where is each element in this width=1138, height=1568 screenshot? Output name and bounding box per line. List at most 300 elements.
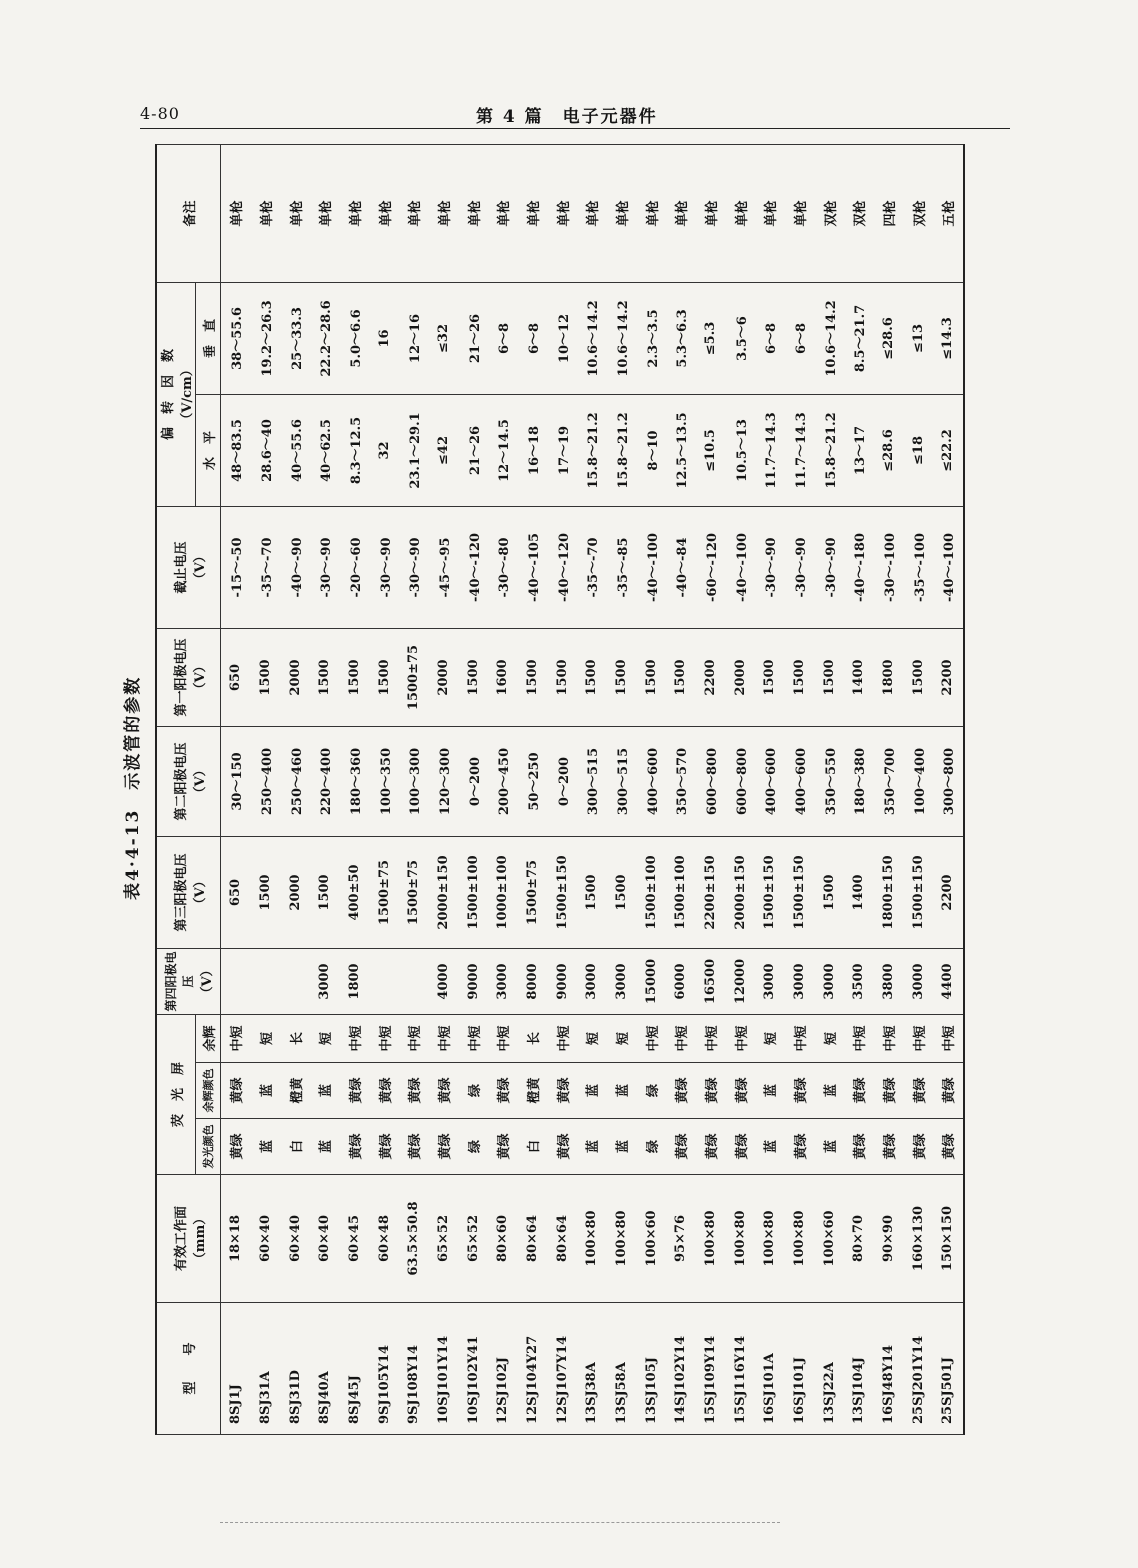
cell-after-color: 黄绿: [903, 1063, 933, 1119]
cell-screen: 100×80: [725, 1175, 755, 1303]
cell-screen: 100×60: [636, 1175, 666, 1303]
cell-glow-color: 黄绿: [844, 1119, 874, 1175]
cell-a1: 2000: [429, 628, 459, 726]
cell-a2: 250～400: [251, 726, 281, 836]
cell-after-color: 黄绿: [429, 1063, 459, 1119]
cell-afterglow: 中短: [903, 1014, 933, 1062]
cell-model: 9SJ105Y14: [369, 1303, 399, 1435]
cell-afterglow: 中短: [844, 1014, 874, 1062]
cell-remark: 双枪: [814, 144, 844, 282]
cell-screen: 150×150: [933, 1175, 964, 1303]
cell-remark: 单枪: [607, 144, 637, 282]
table-row: [785, 144, 815, 1434]
cell-model: 15SJ116Y14: [725, 1303, 755, 1435]
cell-cutoff: -30～-80: [488, 506, 518, 628]
cell-glow-color: 黄绿: [221, 1119, 251, 1175]
col-screen-unit: （mm）: [192, 1211, 208, 1266]
cell-screen: 100×80: [696, 1175, 726, 1303]
cell-remark: 双枪: [903, 144, 933, 282]
col-deflection-header: [156, 282, 196, 506]
cell-horizontal: 48～83.5: [221, 394, 251, 506]
cell-glow-color: 蓝: [310, 1119, 340, 1175]
cell-glow-color: 黄绿: [369, 1119, 399, 1175]
cell-glow-color: 绿: [636, 1119, 666, 1175]
cell-a2: 30～150: [221, 726, 251, 836]
cell-after-color: 黄绿: [785, 1063, 815, 1119]
col-after-color-header: 余辉颜色: [196, 1063, 221, 1119]
cell-a4: 3000: [577, 948, 607, 1014]
col-a3-unit: （V）: [192, 874, 208, 911]
table-row: [251, 144, 281, 1434]
cell-after-color: 黄绿: [725, 1063, 755, 1119]
cell-a1: 1500: [547, 628, 577, 726]
cell-a4: [251, 948, 281, 1014]
cell-a3: 1500: [577, 836, 607, 948]
cell-after-color: 蓝: [310, 1063, 340, 1119]
cell-glow-color: 蓝: [755, 1119, 785, 1175]
table-row: [725, 144, 755, 1434]
cell-model: 16SJ101J: [785, 1303, 815, 1435]
cell-afterglow: 中短: [696, 1014, 726, 1062]
cell-a2: 100～400: [903, 726, 933, 836]
cell-horizontal: 15.8～21.2: [814, 394, 844, 506]
cell-cutoff: -40～-84: [666, 506, 696, 628]
cell-a1: 1500: [577, 628, 607, 726]
cell-vertical: 8.5～21.7: [844, 282, 874, 394]
cell-vertical: 25～33.3: [280, 282, 310, 394]
cell-after-color: 黄绿: [844, 1063, 874, 1119]
cell-horizontal: 17～19: [547, 394, 577, 506]
cell-afterglow: 中短: [725, 1014, 755, 1062]
cell-a1: 1500: [607, 628, 637, 726]
col-a2-unit: （V）: [192, 763, 208, 800]
table-body: [221, 144, 965, 1434]
cell-model: 15SJ109Y14: [696, 1303, 726, 1435]
cell-afterglow: 中短: [221, 1014, 251, 1062]
table-row: [874, 144, 904, 1434]
cell-a3: 1500: [607, 836, 637, 948]
col-cutoff-label: 截止电压: [173, 541, 189, 594]
cell-horizontal: 15.8～21.2: [577, 394, 607, 506]
cell-after-color: 蓝: [251, 1063, 281, 1119]
table-row: [280, 144, 310, 1434]
cell-remark: 单枪: [547, 144, 577, 282]
cell-vertical: 6～8: [785, 282, 815, 394]
cell-a1: 1500: [310, 628, 340, 726]
cell-a2: 400～600: [785, 726, 815, 836]
col-a3-header: [156, 836, 221, 948]
cell-glow-color: 黄绿: [340, 1119, 370, 1175]
cell-afterglow: 中短: [933, 1014, 964, 1062]
cell-horizontal: 11.7～14.3: [785, 394, 815, 506]
cell-a3: 1500±100: [458, 836, 488, 948]
cell-afterglow: 中短: [429, 1014, 459, 1062]
cell-afterglow: 中短: [785, 1014, 815, 1062]
cell-screen: 60×48: [369, 1175, 399, 1303]
cell-glow-color: 蓝: [577, 1119, 607, 1175]
cell-a1: 1500: [518, 628, 548, 726]
cell-horizontal: 32: [369, 394, 399, 506]
cell-a1: 2000: [725, 628, 755, 726]
cell-after-color: 黄绿: [696, 1063, 726, 1119]
cell-vertical: ≤14.3: [933, 282, 964, 394]
cell-remark: 单枪: [251, 144, 281, 282]
cell-screen: 60×40: [251, 1175, 281, 1303]
cell-a4: 3800: [874, 948, 904, 1014]
table-row: [755, 144, 785, 1434]
cell-a2: 50～250: [518, 726, 548, 836]
col-a1-unit: （V）: [192, 659, 208, 696]
cell-screen: 60×40: [310, 1175, 340, 1303]
cell-a3: 400±50: [340, 836, 370, 948]
col-cutoff-unit: （V）: [192, 549, 208, 586]
cell-a1: 1600: [488, 628, 518, 726]
col-a4-unit: （V）: [200, 963, 215, 1000]
cell-after-color: 黄绿: [488, 1063, 518, 1119]
cell-a1: 1500: [636, 628, 666, 726]
cell-vertical: 6～8: [518, 282, 548, 394]
cell-a1: 1800: [874, 628, 904, 726]
cell-afterglow: 短: [251, 1014, 281, 1062]
cell-a3: 1500±100: [666, 836, 696, 948]
cell-cutoff: -35～-100: [903, 506, 933, 628]
cell-a1: 1500: [755, 628, 785, 726]
cell-after-color: 黄绿: [874, 1063, 904, 1119]
cell-cutoff: -40～-105: [518, 506, 548, 628]
cell-model: 10SJ102Y41: [458, 1303, 488, 1435]
cell-afterglow: 中短: [340, 1014, 370, 1062]
cell-remark: 单枪: [785, 144, 815, 282]
cell-a3: 1500±150: [903, 836, 933, 948]
cell-a1: 1500±75: [399, 628, 429, 726]
cell-model: 9SJ108Y14: [399, 1303, 429, 1435]
col-a1-label: 第一阳极电压: [173, 638, 189, 717]
cell-vertical: 10.6～14.2: [814, 282, 844, 394]
cell-a3: 1500±75: [518, 836, 548, 948]
cell-after-color: 黄绿: [399, 1063, 429, 1119]
cell-model: 14SJ102Y14: [666, 1303, 696, 1435]
cell-horizontal: 15.8～21.2: [607, 394, 637, 506]
cell-remark: 单枪: [280, 144, 310, 282]
cell-horizontal: 10.5～13: [725, 394, 755, 506]
col-afterglow-header: 余辉: [196, 1014, 221, 1062]
col-phosphor-header: 荧 光 屏: [156, 1014, 196, 1174]
cell-screen: 100×80: [607, 1175, 637, 1303]
cell-a4: 16500: [696, 948, 726, 1014]
cell-a1: 1500: [814, 628, 844, 726]
cell-model: 8SJ45J: [340, 1303, 370, 1435]
cell-a1: 2000: [280, 628, 310, 726]
cell-a3: 650: [221, 836, 251, 948]
cell-remark: 双枪: [844, 144, 874, 282]
cell-remark: 单枪: [577, 144, 607, 282]
cell-after-color: 橙黄: [280, 1063, 310, 1119]
header-rule: [140, 128, 1010, 129]
cell-a3: 1500±150: [755, 836, 785, 948]
col-horizontal-header: 水 平: [196, 394, 221, 506]
col-a1-header: [156, 628, 221, 726]
cell-a4: 1800: [340, 948, 370, 1014]
cell-model: 13SJ38A: [577, 1303, 607, 1435]
cell-afterglow: 短: [755, 1014, 785, 1062]
cell-a2: 120～300: [429, 726, 459, 836]
cell-screen: 100×80: [577, 1175, 607, 1303]
cell-model: 10SJ101Y14: [429, 1303, 459, 1435]
cell-model: 16SJ48Y14: [874, 1303, 904, 1435]
cell-a2: 0～200: [458, 726, 488, 836]
cell-vertical: 19.2～26.3: [251, 282, 281, 394]
cell-screen: 80×70: [844, 1175, 874, 1303]
table-row: [903, 144, 933, 1434]
cell-a4: 4400: [933, 948, 964, 1014]
cell-vertical: 6～8: [755, 282, 785, 394]
cell-glow-color: 黄绿: [785, 1119, 815, 1175]
cell-afterglow: 中短: [369, 1014, 399, 1062]
cell-horizontal: 16～18: [518, 394, 548, 506]
cell-a4: 3000: [488, 948, 518, 1014]
cell-glow-color: 黄绿: [488, 1119, 518, 1175]
cell-vertical: ≤13: [903, 282, 933, 394]
cell-remark: 单枪: [310, 144, 340, 282]
cell-glow-color: 黄绿: [696, 1119, 726, 1175]
cell-screen: 100×80: [755, 1175, 785, 1303]
cell-a3: 1500±150: [785, 836, 815, 948]
cell-a1: 1500: [340, 628, 370, 726]
cell-cutoff: -35～-70: [577, 506, 607, 628]
cell-screen: 65×52: [429, 1175, 459, 1303]
cell-glow-color: 黄绿: [874, 1119, 904, 1175]
cell-a4: 3000: [785, 948, 815, 1014]
cell-model: 8SJ1J: [221, 1303, 251, 1435]
cell-a3: 1500: [251, 836, 281, 948]
cell-a4: 6000: [666, 948, 696, 1014]
col-screen-label: 有效工作面: [173, 1206, 189, 1272]
cell-screen: 100×80: [785, 1175, 815, 1303]
cell-horizontal: 11.7～14.3: [755, 394, 785, 506]
cell-vertical: ≤32: [429, 282, 459, 394]
col-model-header: 型 号: [156, 1303, 221, 1435]
cell-after-color: 黄绿: [666, 1063, 696, 1119]
cell-model: 8SJ31A: [251, 1303, 281, 1435]
cell-vertical: 10～12: [547, 282, 577, 394]
cell-glow-color: 白: [518, 1119, 548, 1175]
cell-remark: 单枪: [636, 144, 666, 282]
cell-remark: 单枪: [221, 144, 251, 282]
cell-a3: 1000±100: [488, 836, 518, 948]
cell-after-color: 蓝: [607, 1063, 637, 1119]
cell-vertical: 10.6～14.2: [607, 282, 637, 394]
cell-vertical: 12～16: [399, 282, 429, 394]
cell-a1: 1500: [369, 628, 399, 726]
table-row: [518, 144, 548, 1434]
cell-model: 25SJ501J: [933, 1303, 964, 1435]
cell-a4: 12000: [725, 948, 755, 1014]
cell-screen: 80×64: [547, 1175, 577, 1303]
cell-after-color: 绿: [458, 1063, 488, 1119]
col-a4-header: [156, 948, 221, 1014]
cell-a4: 3000: [903, 948, 933, 1014]
cell-a2: 300～800: [933, 726, 964, 836]
cell-horizontal: ≤18: [903, 394, 933, 506]
cell-after-color: 黄绿: [221, 1063, 251, 1119]
page-header: [0, 100, 1138, 130]
cell-model: 13SJ58A: [607, 1303, 637, 1435]
cell-horizontal: 8～10: [636, 394, 666, 506]
cell-horizontal: 12.5～13.5: [666, 394, 696, 506]
cell-a3: 2200±150: [696, 836, 726, 948]
table-row: [933, 144, 964, 1434]
cell-a2: 400～600: [636, 726, 666, 836]
table-row: [636, 144, 666, 1434]
col-a3-label: 第三阳极电压: [173, 853, 189, 932]
cell-a1: 1500: [251, 628, 281, 726]
cell-a4: 3000: [814, 948, 844, 1014]
cell-horizontal: 8.3～12.5: [340, 394, 370, 506]
cell-a2: 0～200: [547, 726, 577, 836]
table-row: [814, 144, 844, 1434]
cell-a4: 4000: [429, 948, 459, 1014]
cell-after-color: 黄绿: [547, 1063, 577, 1119]
cell-afterglow: 短: [814, 1014, 844, 1062]
cell-a1: 1400: [844, 628, 874, 726]
cell-screen: 100×60: [814, 1175, 844, 1303]
cell-horizontal: ≤42: [429, 394, 459, 506]
cell-a4: [369, 948, 399, 1014]
cell-a4: [280, 948, 310, 1014]
col-cutoff-header: [156, 506, 221, 628]
cell-cutoff: -30～-90: [814, 506, 844, 628]
cell-afterglow: 中短: [458, 1014, 488, 1062]
cell-after-color: 蓝: [577, 1063, 607, 1119]
cell-model: 8SJ40A: [310, 1303, 340, 1435]
cell-afterglow: 短: [310, 1014, 340, 1062]
cell-vertical: 16: [369, 282, 399, 394]
cell-cutoff: -45～-95: [429, 506, 459, 628]
cell-cutoff: -60～-120: [696, 506, 726, 628]
table-row: [429, 144, 459, 1434]
cell-vertical: 6～8: [488, 282, 518, 394]
cell-cutoff: -30～-90: [399, 506, 429, 628]
cell-a1: 1500: [666, 628, 696, 726]
col-a2-label: 第二阳极电压: [173, 742, 189, 821]
cell-glow-color: 蓝: [814, 1119, 844, 1175]
cell-remark: 单枪: [429, 144, 459, 282]
cell-cutoff: -35～-85: [607, 506, 637, 628]
col-vertical-header: 垂 直: [196, 282, 221, 394]
cell-screen: 65×52: [458, 1175, 488, 1303]
cell-a4: 3500: [844, 948, 874, 1014]
cell-a2: 600～800: [696, 726, 726, 836]
cell-model: 12SJ107Y14: [547, 1303, 577, 1435]
cell-after-color: 黄绿: [369, 1063, 399, 1119]
cell-a4: [399, 948, 429, 1014]
cell-cutoff: -40～-90: [280, 506, 310, 628]
table-row: [607, 144, 637, 1434]
cell-a1: 2200: [696, 628, 726, 726]
cell-glow-color: 蓝: [607, 1119, 637, 1175]
cell-glow-color: 黄绿: [547, 1119, 577, 1175]
cell-remark: 单枪: [725, 144, 755, 282]
cell-remark: 单枪: [755, 144, 785, 282]
cell-a3: 2000: [280, 836, 310, 948]
cell-cutoff: -40～-120: [547, 506, 577, 628]
cell-remark: 单枪: [369, 144, 399, 282]
table-row: [399, 144, 429, 1434]
table-row: [310, 144, 340, 1434]
cell-horizontal: 40～55.6: [280, 394, 310, 506]
cell-a2: 100～350: [369, 726, 399, 836]
cell-a3: 1500: [814, 836, 844, 948]
cell-horizontal: 28.6～40: [251, 394, 281, 506]
cell-a3: 2200: [933, 836, 964, 948]
cell-screen: 95×76: [666, 1175, 696, 1303]
cell-model: 12SJ102J: [488, 1303, 518, 1435]
cell-a2: 350～700: [874, 726, 904, 836]
cell-model: 13SJ104J: [844, 1303, 874, 1435]
cell-a4: 8000: [518, 948, 548, 1014]
cell-glow-color: 黄绿: [725, 1119, 755, 1175]
cell-glow-color: 黄绿: [399, 1119, 429, 1175]
cell-remark: 四枪: [874, 144, 904, 282]
table-row: [547, 144, 577, 1434]
table-row: [458, 144, 488, 1434]
cell-a3: 1500±75: [369, 836, 399, 948]
col-a2-header: [156, 726, 221, 836]
cell-cutoff: -20～-60: [340, 506, 370, 628]
cell-a4: [221, 948, 251, 1014]
cell-a2: 100～300: [399, 726, 429, 836]
cell-remark: 单枪: [666, 144, 696, 282]
cell-remark: 五枪: [933, 144, 964, 282]
cell-horizontal: 23.1～29.1: [399, 394, 429, 506]
col-deflection-unit: （V/cm）: [180, 363, 195, 426]
cell-cutoff: -30～-90: [785, 506, 815, 628]
cell-a2: 300～515: [577, 726, 607, 836]
cell-vertical: 21～26: [458, 282, 488, 394]
cell-model: 25SJ201Y14: [903, 1303, 933, 1435]
table-row: [340, 144, 370, 1434]
cell-horizontal: 12～14.5: [488, 394, 518, 506]
cell-screen: 60×45: [340, 1175, 370, 1303]
cell-a3: 2000±150: [429, 836, 459, 948]
cell-remark: 单枪: [458, 144, 488, 282]
cell-remark: 单枪: [696, 144, 726, 282]
cell-a2: 180～380: [844, 726, 874, 836]
cell-afterglow: 短: [607, 1014, 637, 1062]
col-screen-header: [156, 1175, 221, 1303]
cell-a1: 1500: [903, 628, 933, 726]
cell-a2: 350～550: [814, 726, 844, 836]
cell-glow-color: 绿: [458, 1119, 488, 1175]
cell-a3: 2000±150: [725, 836, 755, 948]
cell-model: 13SJ105J: [636, 1303, 666, 1435]
cell-a2: 220～400: [310, 726, 340, 836]
cell-afterglow: 中短: [399, 1014, 429, 1062]
cell-after-color: 橙黄: [518, 1063, 548, 1119]
cell-a4: 15000: [636, 948, 666, 1014]
cell-horizontal: 40～62.5: [310, 394, 340, 506]
cell-cutoff: -40～-100: [933, 506, 964, 628]
cell-a2: 300～515: [607, 726, 637, 836]
cell-screen: 60×40: [280, 1175, 310, 1303]
cell-a2: 250～460: [280, 726, 310, 836]
cell-remark: 单枪: [488, 144, 518, 282]
rotated-table-wrapper: [155, 145, 965, 1435]
cell-cutoff: -30～-90: [310, 506, 340, 628]
cell-cutoff: -15～-50: [221, 506, 251, 628]
page-number: 4-80: [140, 104, 180, 123]
table-title: 表4·4-13 示波管的参数: [123, 675, 143, 900]
